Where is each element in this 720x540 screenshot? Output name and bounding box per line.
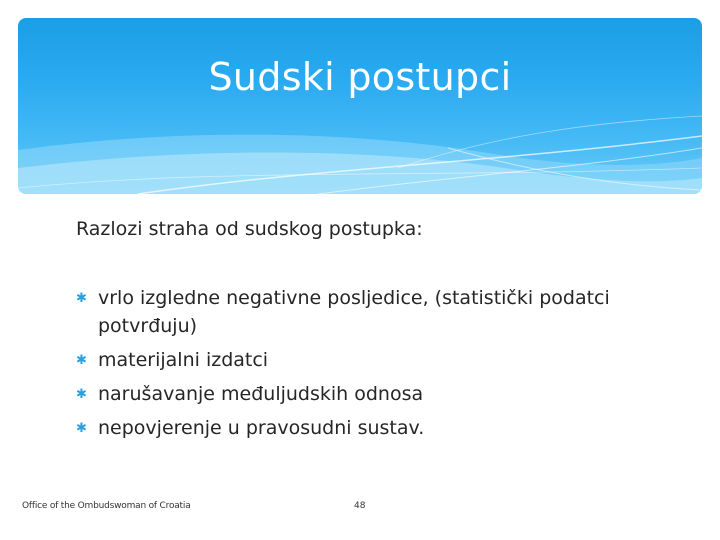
bullet-item [76, 346, 656, 374]
bullet-text: vrlo izgledne negativne posljedice, (statistički podatci potvrđuju) [98, 287, 610, 337]
slide-title: Sudski postupci [208, 55, 512, 99]
bullet-text: nepovjerenje u pravosudni sustav. [98, 417, 425, 439]
footer-organization: Office of the Ombudswoman of Croatia [22, 501, 191, 511]
asterisk-bullet-icon: ✱ [76, 291, 87, 306]
banner-wave-decoration [18, 18, 702, 194]
intro-text: Razlozi straha od sudskog postupka: [76, 218, 423, 240]
bullet-item [76, 380, 656, 408]
bullet-list [76, 284, 656, 448]
bullet-item [76, 284, 656, 340]
asterisk-bullet-icon: ✱ [76, 421, 87, 436]
bullet-item [76, 414, 656, 442]
page-number: 48 [354, 501, 366, 511]
bullet-text: materijalni izdatci [98, 349, 269, 371]
asterisk-bullet-icon: ✱ [76, 353, 87, 368]
title-banner [18, 18, 702, 194]
bullet-text: narušavanje međuljudskih odnosa [98, 383, 424, 405]
asterisk-bullet-icon: ✱ [76, 387, 87, 402]
